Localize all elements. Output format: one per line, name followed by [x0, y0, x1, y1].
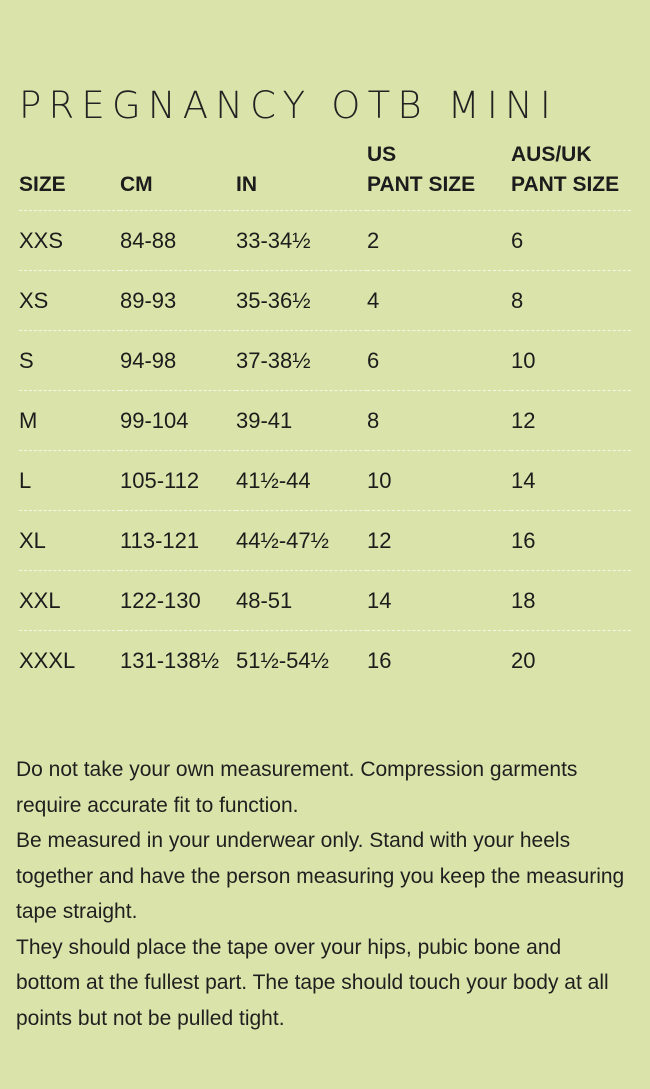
cell-cm: 89-93: [120, 271, 236, 331]
header-aus-line2: PANT SIZE: [511, 173, 620, 196]
cell-cm: 84-88: [120, 211, 236, 271]
cell-us: 8: [367, 391, 511, 451]
header-in: IN: [236, 140, 367, 211]
table-row: [19, 331, 631, 391]
cell-in: 48-51: [236, 571, 367, 631]
cell-in: 33-34½: [236, 211, 367, 271]
table-row: [19, 271, 631, 331]
header-size: SIZE: [19, 140, 120, 211]
cell-in: 41½-44: [236, 451, 367, 511]
cell-us: 16: [367, 647, 392, 673]
cell-size: S: [19, 331, 120, 391]
cell-us: 6: [367, 331, 511, 391]
table-row: [19, 211, 631, 271]
instruction-paragraph: Do not take your own measurement. Compression garments require accurate fit to function.: [16, 758, 578, 817]
cell-us: 14: [367, 571, 511, 631]
instruction-paragraph: They should place the tape over your hips, pubic bone and bottom at the fullest part. The tape should touch your body at all points but not be pulled tight.: [16, 935, 609, 1030]
table-row: [19, 631, 631, 691]
page-title: PREGNANCY OTB MINI: [19, 84, 559, 127]
instruction-paragraph: Be measured in your underwear only. Stand with your heels together and have the person measuring you keep the measuring tape straight.: [16, 829, 625, 923]
cell-us: 12: [367, 511, 511, 571]
header-us-pant-size: [367, 140, 511, 211]
table-row: [19, 391, 631, 451]
cell-aus: 14: [511, 451, 631, 511]
cell-in: 35-36½: [236, 271, 367, 331]
table-row: [19, 451, 631, 511]
cell-size: XXL: [19, 571, 120, 631]
table-row: [19, 571, 631, 631]
cell-us: 10: [367, 451, 511, 511]
cell-cm: 105-112: [120, 451, 236, 511]
cell-aus: 16: [511, 511, 631, 571]
table-header-row: [19, 140, 631, 211]
cell-us: 4: [367, 271, 511, 331]
cell-aus: 12: [511, 391, 631, 451]
table-row: [19, 511, 631, 571]
measurement-instructions: [16, 752, 631, 1036]
cell-cm: 94-98: [120, 331, 236, 391]
cell-size: XL: [19, 511, 120, 571]
cell-size: L: [19, 451, 120, 511]
cell-aus: 18: [511, 571, 631, 631]
cell-size: XS: [19, 271, 120, 331]
cell-cm: 122-130: [120, 571, 236, 631]
cell-size: XXS: [19, 211, 120, 271]
cell-cm: 99-104: [120, 391, 236, 451]
cell-size: M: [19, 391, 120, 451]
header-us-line2: PANT SIZE: [367, 173, 476, 196]
header-aus-line1: AUS/UK: [511, 143, 592, 166]
cell-cm: 131-138½: [120, 647, 220, 673]
cell-in: 51½-54½: [236, 647, 329, 673]
header-aus-uk-pant-size: [511, 140, 631, 211]
cell-aus: 20: [511, 647, 536, 673]
header-us-line1: US: [367, 143, 397, 166]
cell-size: XXXL: [19, 647, 76, 673]
size-chart-table: [19, 140, 631, 691]
cell-aus: 6: [511, 211, 631, 271]
cell-cm: 113-121: [120, 511, 236, 571]
cell-in: 44½-47½: [236, 511, 367, 571]
header-cm: CM: [120, 140, 236, 211]
cell-aus: 8: [511, 271, 631, 331]
cell-aus: 10: [511, 331, 631, 391]
cell-in: 37-38½: [236, 331, 367, 391]
cell-us: 2: [367, 211, 511, 271]
cell-in: 39-41: [236, 391, 367, 451]
